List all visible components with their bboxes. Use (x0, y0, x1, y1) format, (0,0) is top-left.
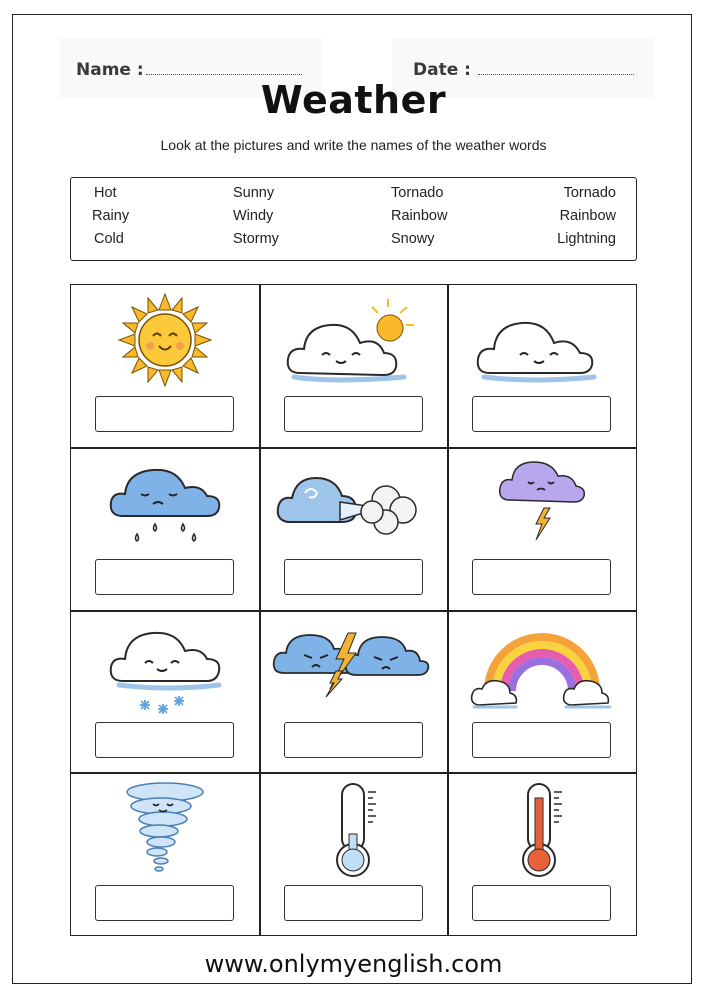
word-bank-item: Cold (94, 231, 124, 247)
grid-cell (71, 774, 260, 937)
grid-cell (260, 774, 449, 937)
answer-box[interactable] (95, 559, 234, 595)
word-bank-item: Tornado (563, 185, 616, 201)
answer-box[interactable] (284, 885, 423, 921)
name-field[interactable] (146, 64, 302, 75)
storm-clouds-icon (260, 611, 449, 721)
grid-cell (71, 285, 260, 448)
grid-cell (260, 285, 449, 448)
date-label: Date : (413, 60, 471, 80)
grid-cell (448, 285, 637, 448)
sun-icon (71, 285, 260, 395)
name-label: Name : (76, 60, 144, 80)
word-bank-item: Windy (233, 208, 274, 224)
grid-cell (260, 611, 449, 774)
wind-clouds-icon (260, 448, 449, 558)
grid-cell (448, 448, 637, 611)
answer-box[interactable] (95, 885, 234, 921)
date-field[interactable] (478, 64, 634, 75)
answer-box[interactable] (284, 396, 423, 432)
answer-box[interactable] (284, 559, 423, 595)
answer-box[interactable] (472, 885, 611, 921)
cold-thermometer-icon (260, 774, 449, 884)
page-title: Weather (260, 78, 447, 122)
grid-cell (260, 448, 449, 611)
grid-cell (71, 448, 260, 611)
grid-cell (71, 611, 260, 774)
answer-box[interactable] (284, 722, 423, 758)
hot-thermometer-icon (448, 774, 637, 884)
cloud-icon (448, 285, 637, 395)
answer-box[interactable] (95, 722, 234, 758)
rain-cloud-icon (71, 448, 260, 558)
word-bank-item: Tornado (391, 185, 444, 201)
rainbow-icon (448, 611, 637, 721)
answer-box[interactable] (95, 396, 234, 432)
answer-box[interactable] (472, 396, 611, 432)
word-bank-item: Rainbow (391, 208, 448, 224)
word-bank-item: Rainbow (559, 208, 616, 224)
cloud-with-sun-icon (260, 285, 449, 395)
grid-cell (448, 611, 637, 774)
word-bank-item: Lightning (557, 231, 616, 247)
website-link[interactable]: www.onlymyenglish.com (204, 950, 503, 978)
word-bank-item: Snowy (391, 231, 435, 247)
answer-box[interactable] (472, 722, 611, 758)
tornado-icon (71, 774, 260, 884)
answer-box[interactable] (472, 559, 611, 595)
word-bank (70, 177, 637, 261)
word-bank-item: Rainy (92, 208, 130, 224)
instructions: Look at the pictures and write the names of the weather words (160, 137, 547, 153)
word-bank-item: Sunny (233, 185, 275, 201)
picture-grid (70, 284, 637, 936)
snow-cloud-icon (71, 611, 260, 721)
word-bank-item: Stormy (233, 231, 279, 247)
grid-cell (448, 774, 637, 937)
word-bank-item: Hot (94, 185, 117, 201)
lightning-cloud-icon (448, 448, 637, 558)
